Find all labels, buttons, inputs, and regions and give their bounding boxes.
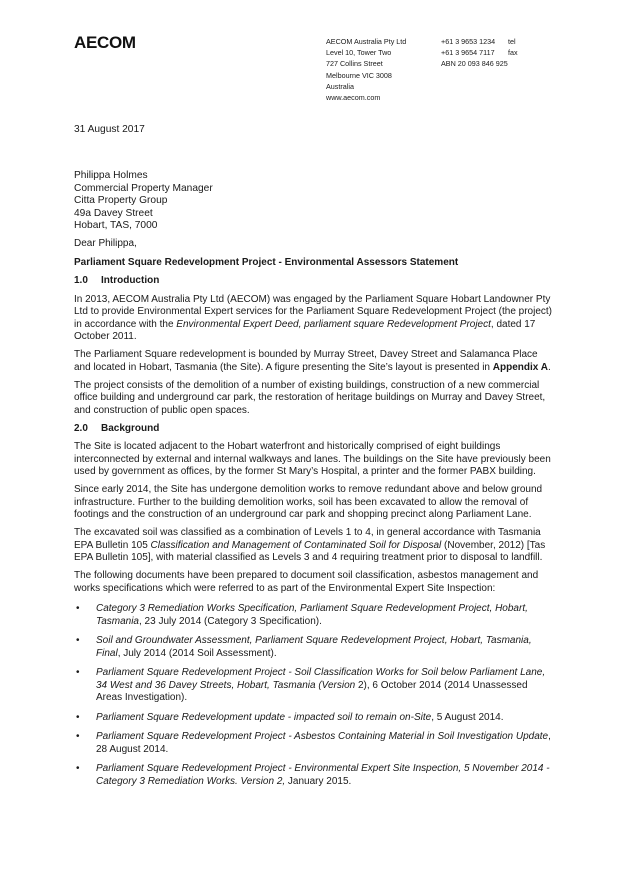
- section-title: Background: [101, 422, 160, 434]
- bullet-icon: •: [76, 763, 80, 774]
- aecom-logo: AECOM: [74, 33, 136, 52]
- text-run: .: [547, 361, 551, 373]
- document-list: [74, 603, 554, 788]
- text-run: The excavated soil was classified as a combination of Levels 1 to 4, in general accordance with Tasmania EPA Bulletin 105: [74, 527, 541, 551]
- tel-label: tel: [508, 37, 516, 46]
- italic-text: Parliament Square Redevelopment Project - Soil Classification Works for Soil below Parliament Lane, 34 West and 36 Davey Streets, Hobart, Tasmania (Version: [96, 667, 546, 691]
- list-item: [74, 712, 554, 725]
- paragraph: [74, 294, 554, 344]
- paragraph: [74, 527, 554, 565]
- text-run: January 2015.: [285, 775, 352, 787]
- website-link[interactable]: www.aecom.com: [326, 93, 381, 103]
- section-heading: [74, 423, 554, 436]
- bullet-icon: •: [76, 667, 80, 678]
- list-item: [74, 635, 554, 660]
- fax-number: +61 3 9654 7117: [441, 48, 495, 58]
- italic-text: Environmental Expert Deed, parliament square Redevelopment Project: [176, 318, 491, 330]
- section-number: 1.0: [74, 275, 88, 286]
- letter-body: [74, 238, 554, 795]
- italic-text: Parliament Square Redevelopment Project - Environmental Expert Site Inspection, 5 November 2014 - Category 3 Remediation Works. Version 2,: [96, 763, 550, 787]
- section-number: 2.0: [74, 422, 88, 434]
- recipient-title: Commercial Property Manager: [74, 182, 213, 194]
- address-line: AECOM Australia Pty Ltd: [326, 37, 407, 46]
- contact-numbers: [441, 36, 518, 70]
- tel-number: +61 3 9653 1234: [441, 37, 496, 46]
- bullet-icon: •: [76, 711, 80, 723]
- text-run: , July 2014 (2014 Soil Assessment).: [117, 647, 277, 659]
- section-heading: [74, 275, 554, 288]
- text-run: The Parliament Square redevelopment is bounded by Murray Street, Davey Street and Salamanca Place and located in Hobart, Tasmania (the Site). A figure presenting the Site’s layout is presented in: [74, 349, 538, 373]
- italic-text: Parliament Square Redevelopment update - impacted soil to remain on-Site: [96, 711, 432, 723]
- recipient-name: Philippa Holmes: [74, 170, 148, 181]
- text-run: , dated 17 October 2011.: [74, 318, 536, 342]
- italic-text: Category 3 Remediation Works Specification, Parliament Square Redevelopment Project, Hobart, Tasmania: [96, 603, 528, 627]
- fax-row: [441, 47, 518, 58]
- text-run: , 28 August 2014.: [96, 731, 551, 755]
- list-item: [74, 763, 554, 788]
- recipient-block: [74, 170, 213, 233]
- paragraph: The following documents have been prepared to document soil classification, asbestos management and works specifications which were referred to as part of the Environmental Expert Site Inspection:: [74, 570, 539, 594]
- address-line: Australia: [326, 81, 354, 91]
- text-run: 2), 6 October 2014 (2014 Unassessed Areas Investigation).: [96, 679, 528, 703]
- address-line: Melbourne VIC 3008: [326, 70, 392, 80]
- company-address: [326, 36, 406, 103]
- paragraph: [74, 349, 554, 374]
- text-run: , 23 July 2014 (Category 3 Specification).: [139, 615, 322, 627]
- paragraph: Since early 2014, the Site has undergone demolition works to remove redundant above and below ground infrastructure. Further to the building demolition works, soil has been excavated to allow the removal of footings and the construction of an underground car park and shopping precinct along Parliament Lane.: [74, 484, 543, 520]
- list-item: [74, 603, 554, 628]
- paragraph: The project consists of the demolition of a number of existing buildings, construction of a new commercial office building and underground car park, the restoration of heritage buildings on Murray and Davey Street, and construction of public open spaces.: [74, 379, 546, 416]
- paragraph: The Site is located adjacent to the Hobart waterfront and historically comprised of eight buildings interconnected by external and internal walkways and lanes. The buildings on the Site have previously been used by government as offices, by the former St Mary’s Hospital, a printer and the former PABX building.: [74, 441, 551, 477]
- recipient-city: Hobart, TAS, 7000: [74, 220, 158, 232]
- bullet-icon: •: [76, 635, 80, 646]
- section-title: Introduction: [101, 275, 160, 286]
- text-run: (November, 2012) [Tas EPA Bulletin 105], with material classified as Levels 3 and 4 requiring treatment prior to disposal to landfill.: [74, 539, 546, 563]
- letter-date: 31 August 2017: [74, 124, 145, 135]
- bullet-icon: •: [76, 603, 80, 614]
- subject-line: Parliament Square Redevelopment Project - Environmental Assessors Statement: [74, 256, 459, 268]
- salutation: Dear Philippa,: [74, 238, 137, 249]
- abn: ABN 20 093 846 925: [441, 59, 508, 69]
- appendix-reference: Appendix A: [492, 361, 548, 373]
- bullet-icon: •: [76, 731, 80, 742]
- address-line: Level 10, Tower Two: [326, 48, 392, 58]
- list-item: [74, 667, 554, 705]
- text-run: , 5 August 2014.: [431, 711, 504, 723]
- italic-text: Parliament Square Redevelopment Project - Asbestos Containing Material in Soil Investigation Update: [96, 731, 549, 742]
- list-item: [74, 731, 554, 756]
- recipient-street: 49a Davey Street: [74, 207, 153, 219]
- italic-text: Soil and Groundwater Assessment, Parliament Square Redevelopment Project, Hobart, Tasmania, Final: [96, 635, 532, 659]
- text-run: In 2013, AECOM Australia Pty Ltd (AECOM) was engaged by the Parliament Square Hobart Landowner Pty Ltd to provide Environmental Expert services for the Parliament Square Redevelopment Project (the project) in accordance with the: [74, 293, 553, 330]
- italic-text: Classification and Management of Contaminated Soil for Disposal: [150, 539, 442, 551]
- address-line: 727 Collins Street: [326, 59, 383, 69]
- fax-label: fax: [508, 48, 518, 58]
- tel-row: [441, 36, 518, 47]
- recipient-company: Citta Property Group: [74, 195, 168, 207]
